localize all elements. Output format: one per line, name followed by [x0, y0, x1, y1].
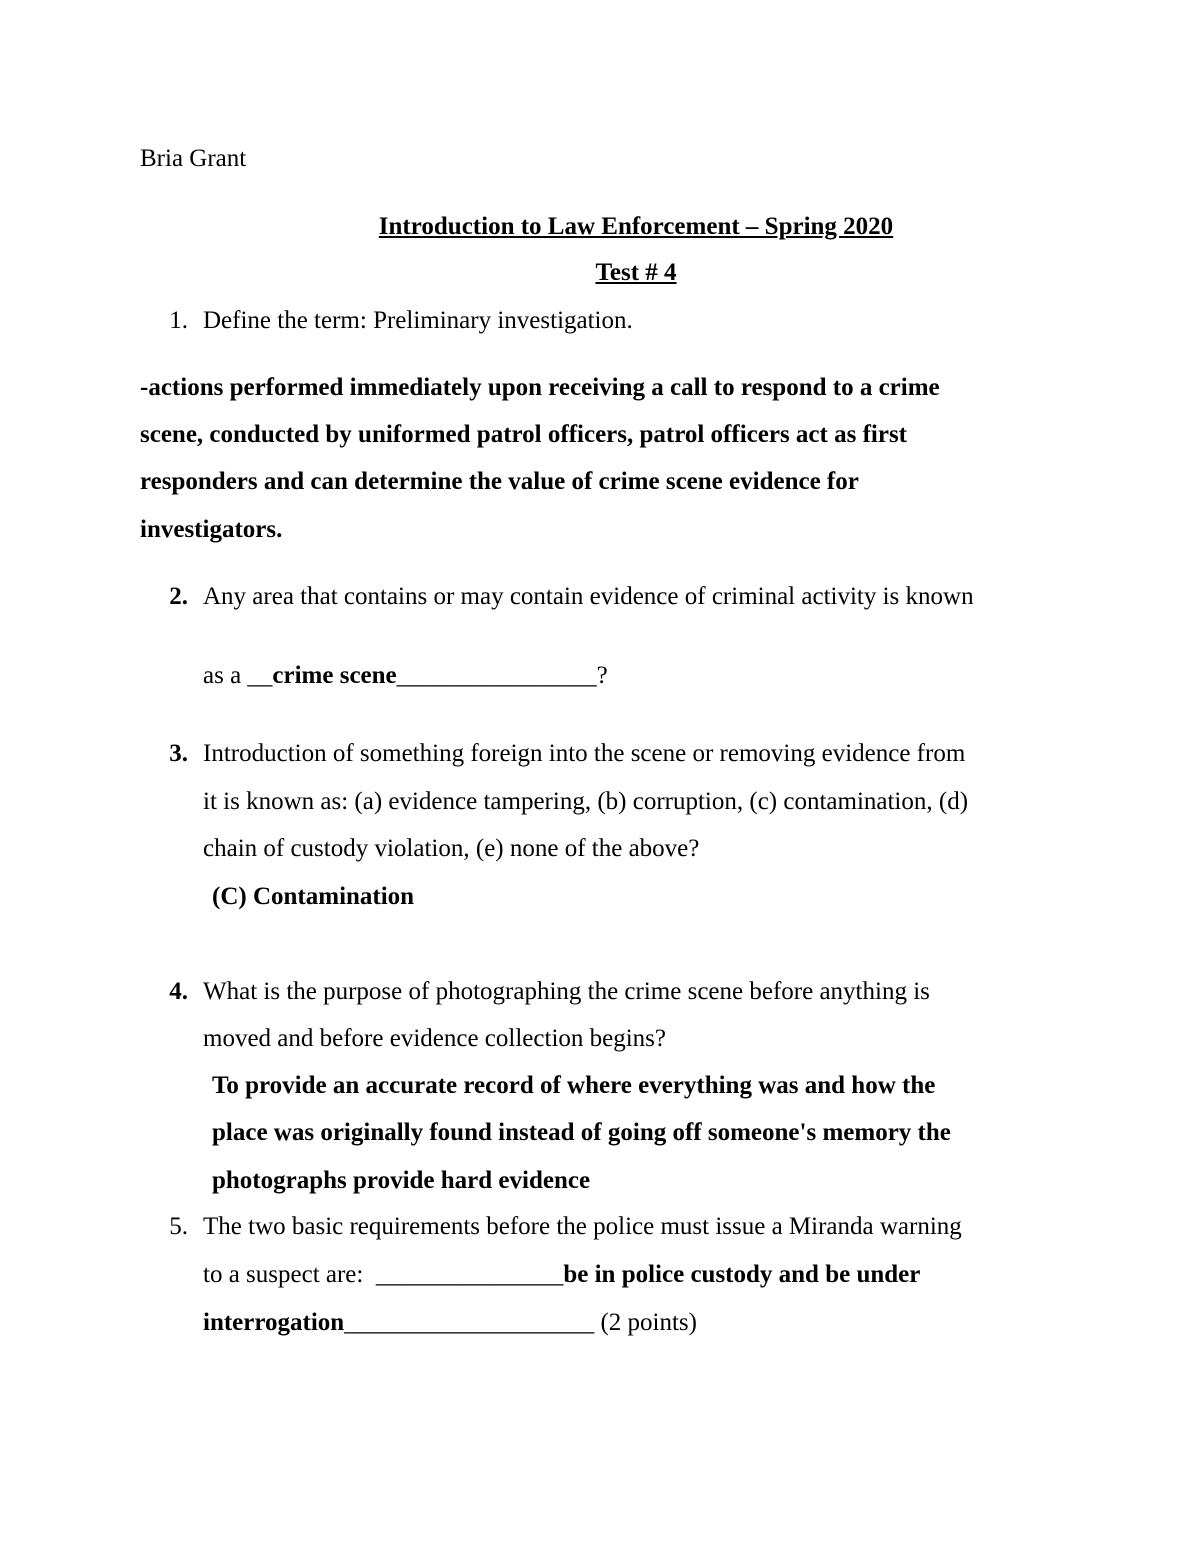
answer-2: crime scene	[272, 662, 397, 689]
document-subtitle: Test # 4	[595, 259, 677, 286]
question-5-line-3	[203, 1308, 697, 1338]
answer-1-line-3: responders and can determine the value of crime scene evidence for	[140, 468, 859, 495]
answer-1-line-1: -actions performed immediately upon receiving a call to respond to a crime	[140, 374, 940, 401]
question-5-blank-1: _______________	[375, 1261, 564, 1288]
document-title: Introduction to Law Enforcement – Spring 2020	[378, 213, 894, 240]
author-name: Bria Grant	[140, 145, 247, 172]
answer-4-line-3: photographs provide hard evidence	[212, 1167, 591, 1194]
question-5-points: (2 points)	[594, 1309, 697, 1336]
answer-5-part-1: be in police custody and be under	[563, 1261, 921, 1288]
question-4-line-2: moved and before evidence collection begins?	[203, 1025, 667, 1052]
question-5-blank-2: ____________________	[344, 1309, 595, 1336]
question-5-line-2	[203, 1260, 920, 1290]
question-5-prefix: to a suspect are:	[203, 1261, 376, 1288]
question-2-blank-line	[203, 661, 608, 691]
answer-4-line-1: To provide an accurate record of where everything was and how the	[212, 1072, 936, 1099]
question-2-prefix: as a __	[203, 662, 273, 689]
question-3-line-2: it is known as: (a) evidence tampering, (b) corruption, (c) contamination, (d)	[203, 788, 969, 815]
question-1-text: Define the term: Preliminary investigation.	[203, 307, 633, 334]
question-5-number: 5.	[169, 1213, 188, 1240]
answer-4-line-2: place was originally found instead of going off someone's memory the	[212, 1119, 951, 1146]
question-5-line-1: The two basic requirements before the police must issue a Miranda warning	[203, 1213, 962, 1240]
question-2-suffix: ________________?	[396, 662, 608, 689]
question-3-line-3: chain of custody violation, (e) none of the above?	[203, 835, 700, 862]
question-1-number: 1.	[169, 307, 188, 334]
answer-3: (C) Contamination	[212, 883, 415, 910]
answer-5-part-2: interrogation	[203, 1309, 345, 1336]
question-4-line-1: What is the purpose of photographing the crime scene before anything is	[203, 978, 930, 1005]
question-4-number: 4.	[169, 978, 188, 1005]
question-2-text: Any area that contains or may contain evidence of criminal activity is known	[203, 583, 974, 610]
answer-1-line-2: scene, conducted by uniformed patrol officers, patrol officers act as first	[140, 421, 907, 448]
answer-1-line-4: investigators.	[140, 516, 283, 543]
question-3-line-1: Introduction of something foreign into the scene or removing evidence from	[203, 740, 966, 767]
question-2-number: 2.	[169, 583, 188, 610]
question-3-number: 3.	[169, 740, 188, 767]
